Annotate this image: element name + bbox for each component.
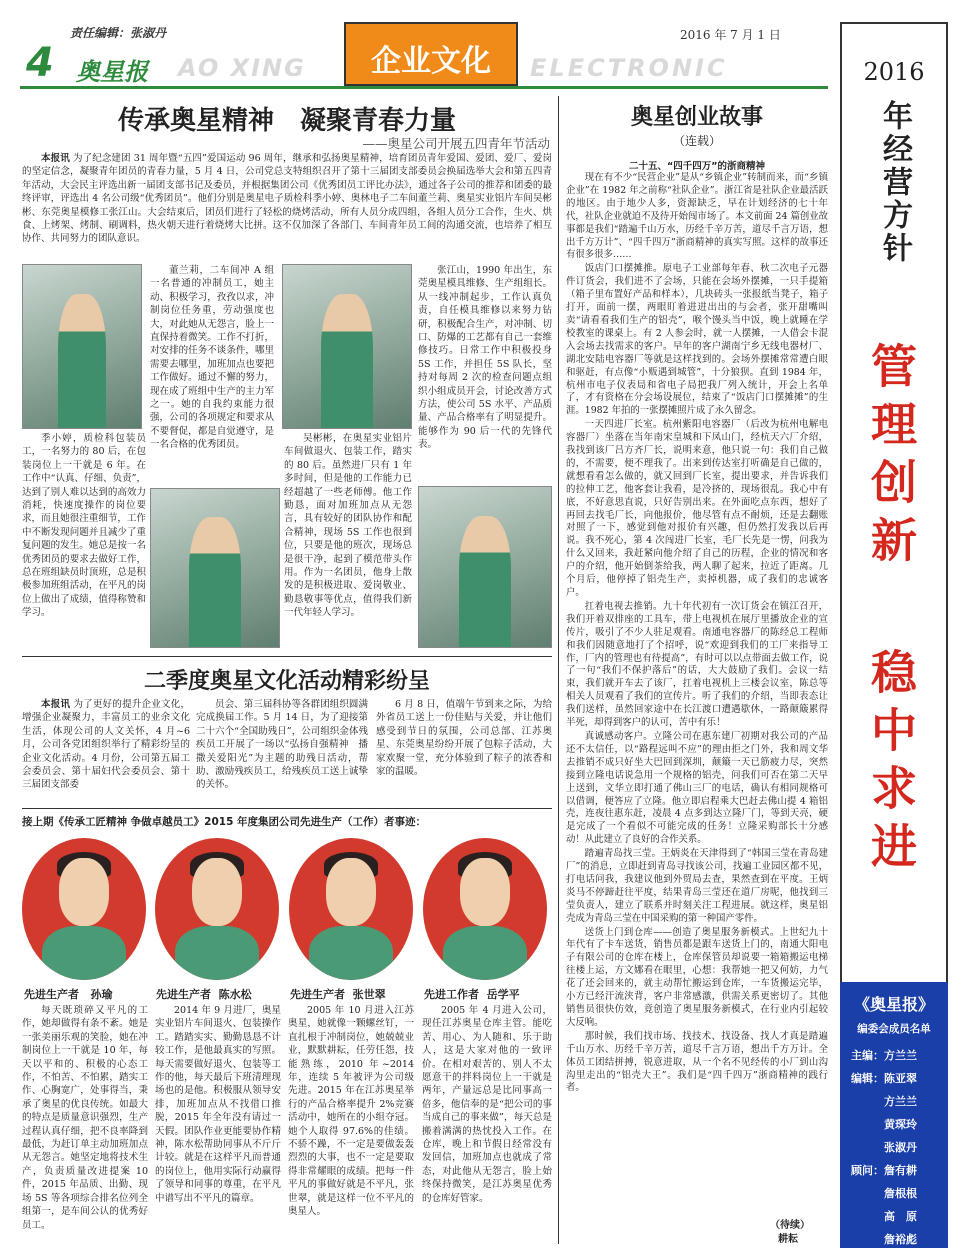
article1-col2	[150, 264, 274, 486]
member-role	[840, 1205, 884, 1228]
divider-article2	[22, 808, 552, 809]
caption-name: 岳学平	[486, 988, 520, 1001]
story-zhang-shicui	[288, 1004, 414, 1240]
editor-line: 责任编辑：张淑丹	[70, 26, 167, 40]
masthead-rule	[20, 86, 828, 89]
article2-col1	[22, 698, 190, 802]
board-member	[840, 1182, 948, 1205]
article4-para: 现在有不少“民营企业”是从“乡镇企业”转制而来，而“乡镇企业”在 1982 年之前称“社队企业”。浙江省是社队企业最活跃的地区。由于地少人多，资源缺乏，早在计划经济的七十年代，社队企业就迫不及待开始闯市场了。本文前面 24 篇创业故事都是我们“踏遍千山万水，历经千辛万苦，道尽千言万语，想出千方万计”、“四千四万”浙商精神的真实写照。这样的故事还有很多很多……	[566, 172, 828, 261]
member-role	[840, 1228, 884, 1251]
caption-zhang-shicui	[290, 986, 418, 1002]
section-banner	[344, 22, 518, 86]
member-role	[840, 1090, 884, 1113]
photo-ji-xiaoting	[22, 264, 142, 429]
article2-lead-tag: 本报讯	[41, 699, 71, 710]
profile-zhang-jiangshan: 张江山，1990 年出生，东莞奥星模具维修、生产组组长。从一线冲制起步，工作认真负责，自任模具维修以来努力钻研，积极配合生产，对冲制、切口、防爆的工艺都有自己一套维修技巧。日常工作中积极投身 5S 工作，并担任 5S 队长，坚持对每周 2 次的检查问题点组织小组成员开会，讨论改善方式方法，使公司 5S 水平、产品质量、产品合格率有了明显提升。能够作为 90 后一代的先锋代表。	[418, 265, 552, 451]
member-role: 顾问：	[851, 1164, 884, 1177]
member-name: 詹裕彪	[884, 1233, 917, 1246]
member-name: 黄琛玲	[884, 1118, 917, 1131]
article4-serial: （连载）	[672, 134, 721, 148]
board-member	[840, 1044, 948, 1067]
portrait-sun-yu	[22, 838, 146, 980]
lead-tag: 本报讯	[41, 153, 70, 164]
story-text: 每天既琐碎又平凡的工作，她却做得有条不紊。她是一张美丽乐观的笑脸，她在冲制岗位上一干就是 10 年，每天以平和的、积极的心态工作，不怕苦、不怕累，踏实工作、心胸宽广，处事得当，秉承了奥星的优良传统。如最大的特点是质量意识强烈，生产过程认真仔细，把不良率降到最低，为赶订单主动加班加点从无怨言。她坚定地将技术生产，负责质量改进提案 10 件，2015 年品质、出勤、现场 5S 等各项综合排名位列全组第一，是车间公认的优秀好员工。	[22, 1005, 148, 1231]
board-member	[840, 1136, 948, 1159]
profile-ji-xiaoting: 季小婷，质检科包装员工，一名努力的 80 后，在包装岗位上一干就是 6 年。在工作中“认真、仔细、负责”，达到了别人难以达到的高效力消耗，快速度操作的岗位要求，而且她很注重细节，工作中不断发现问题并且减少了重复问题的发生。她总是按一名优秀团员的要求去做好工作，总在班组缺员时顶班，总是积极参加班组活动，在平凡的岗位上做出了成绩，值得称赞和学习。	[22, 433, 146, 619]
sidebar-slogan-2: 稳中求进	[864, 648, 918, 880]
portrait-chen-shuisong	[155, 838, 279, 980]
article4-para: 一天四进厂长室。杭州紫阳电容器厂（后改为杭州电解电容器厂）坐落在当年南宋皇城和下凤山门，经杭天六厂介绍，我找到该厂吕方齐厂长，说明来意，他只说一句：我们自己做的，不需要，便不理我了。出来到传达室打听确是自己做的，就想看看怎么做的，就又回到厂长室，提出要求，并告诉我们的拉伸工艺，他客套让我看，是冷挤的，现场很乱。我心中有底，不好意思直说，只好告别出来。在外面吃点东西，想好了再回去找毛厂长，向他报价，他尽管有点不耐烦，还是去翻账对照了一下，感觉到他对报价有兴趣，但仍然打发我以后再说。我不死心，第 4 次闯进厂长室，毛厂长先是一愣，问我为什么又回来，我赶紧向他介绍了自己的历程，企业的情况和客户的介绍，他开始倒茶给我，两人聊了起来，拉近了距离。几个月后，他停掉了铝壳生产，卖掉机器，成了我们的忠诚客户。	[566, 419, 828, 598]
article2-title: 二季度奥星文化活动精彩纷呈	[143, 669, 430, 694]
column-divider	[558, 96, 559, 1244]
story-text: 2005 年 4 月进入公司，现任江苏奥星仓库主管。能吃苦、用心、为人随和、乐于助人，这是大家对他的一致评价。在相对艰苦的、别人不太愿意干的拌料岗位上一干就是两年，产量远总是比同事高一倍多，他信奉的是“把公司的事当成自己的事来做”，每天总是搬着满满的热忱投入工作。在仓库，晚上和节假日经常没有发回信，加班加点也就成了常态，对此他从无怨言，脸上始终保持微笑，是江苏奥星优秀的仓库好管家。	[422, 1005, 552, 1204]
board-member	[840, 1205, 948, 1228]
board-member	[840, 1067, 948, 1090]
photo-wu-binbin	[282, 264, 412, 429]
sidebar-policy-label: 年经营方针	[877, 100, 912, 265]
article1-col3	[284, 432, 412, 652]
caption-name: 陈水松	[218, 988, 252, 1001]
caption-yue-xueping	[424, 986, 552, 1002]
article4-para: 扛着电视去推销。九十年代初有一次订货会在镇江召开，我们开着双排座的工具车，带上电视机在展厅里播放企业的宣传片，吸引了不少人驻足观看。南通电容器厂的陈经总工程师和我们因随意地打了个招呼，说“欢迎到我们的工厂来指导工作，厂内的管理也有待提高”，有时可以以点带面去做工作，说了一句“我们不保护落后”的话，大大鼓励了我们。会议一结束，我们就开车去了该厂，扛着电视机上三楼会议室，陈总等相关人员观看了我们的宣传片。听了我们的介绍，当即表态让我们送样，虽然回家途中在长江渡口遭遇歇休，一路颠簸累得半死，却得到客户的认可，苦中有乐！	[566, 600, 828, 729]
article2-col3	[376, 698, 552, 802]
board-member	[840, 1159, 948, 1182]
article4-para: 真诚感动客户。立隆公司在惠东建厂初期对我公司的产品还不太信任，以“路程远叫不应”的理由拒之门外，我和周文华去推销不成只好坐大巴回到深圳，颠簸一天已筋疲力尽，突然接到立隆电话说急用一个规格的铝壳，问我们可否在第二天早上送到，文华立即打通了佛山三厂的电话，确认有相同规格可以借调，便答应了立隆。他立即启程乘大巴赶去佛山提 4 箱铝壳，连夜往惠东赶，凌晨 4 点多到达立隆厂门，等到天亮，硬是完成了一个看似不可能完成的任务！立隆采购部长十分感动！从此建立了良好的合作关系。	[566, 730, 828, 846]
article1-subtitle: ——奥星公司开展五四青年节活动	[362, 136, 550, 151]
article1-title: 传承奥星精神 凝聚青春力量	[117, 106, 456, 136]
latin-name-left: AO XING	[178, 54, 306, 82]
board-member	[840, 1090, 948, 1113]
article4-para: 饭店门口摆摊推。原电子工业部每年春、秋二次电子元器件订货会，我们进不了会场，只能在会场外摆摊，一只手提箱（箱子里布置好产品和样本），几块砖头一张报纸当凳子，箱子打开，面前一摆，两眼盯着进进出出的与会者，张开甜嘴叫卖“请看看我们生产的铝壳”，喉个馒头当中饭，晚上就睡在学校教室的课桌上。有 2 人参会时，就一人摆摊，一人借会卡混入会场去找需求的客户。早年的客户湖南宁乡无线电器材厂、湖北安陆电容器厂等就是这样找到的。会场外摆摊常常遭白眼和驱赶，有点像“小贩遇到城管”，十分狼狈。直到 1984 年，杭州市电子仪表局和省电子局把我厂列入统计，开会上名单了，才有资格在分会场设展位，结束了“饭店门口摆摊摊”的生涯。1982 年拍的一张摆摊照片成了永久留念。	[566, 263, 828, 417]
member-name: 詹有耕	[884, 1164, 917, 1177]
article1-col1	[22, 432, 146, 652]
article2-col3-text: 6 月 8 日，值端午节到来之际，为给外省员工送上一份佳贴与关爱，并让他们感受到节日的氛围，公司总部、江苏奥星、东莞奥星纷纷开展了包粽子活动，大家欢聚一堂，充分体验到了粽子的浓香和家的温暖。	[376, 699, 552, 778]
article4-continued: （待续）	[770, 1220, 810, 1231]
member-name: 张淑丹	[884, 1141, 917, 1154]
board-subtitle: 编委会成员名单	[857, 1023, 931, 1035]
caption-role: 先进生产者	[156, 988, 211, 1001]
member-name: 詹根根	[884, 1187, 917, 1200]
caption-name: 孙瑜	[90, 988, 113, 1001]
article1-col4	[418, 264, 552, 484]
article1-lead	[22, 152, 552, 262]
article2-col2	[196, 698, 368, 802]
issue-date: 2016 年 7 月 1 日	[680, 28, 781, 42]
paper-name: 奥星报	[76, 58, 148, 86]
article4-para: 踏遍青岛找三莹。王炳炎在天津得到了“韩国三莹在青岛建厂”的消息，立即赶到青岛寻找该公司，找遍工业园区都不见，打电话问我，我建议他到外贸局去查，果然查到在平度。王炳炎马不停蹄赶往平度，结果青岛三莹还在道厂房呢，他找到三莹负责人，建立了联系并时刻关注工程进展。就这样，奥星铝壳成为青岛三莹在中国采购的第一种国产零件。	[566, 848, 828, 924]
article4-para: 送货上门到仓库——创造了奥星服务新模式。上世纪九十年代有了卡车送货，销售员都是跟车送货上门的，南通大阳电子有限公司的仓库在楼上，仓库保管员却说要一箱箱搬运电梯往楼上运，方文娜看在眼里，心想：我帮她一把又何妨，力气花了还会回来的，就主动帮忙搬运到仓库，一车货搬运完毕，小方已经汗流浃背，客户非常感激，供需关系更密切了。其他销售员很快仿效，竟创造了奥星服务新模式，在行业内引起较大反响。	[566, 926, 828, 1028]
board-member	[840, 1228, 948, 1251]
article2-col2-text: 员会、第三届科协等各群团组织圆满完成换届工作。5 月 14 日，为了迎接第二十六个“全国助残日”，公司组织金体残疾员工开展了一场以“弘扬自强精神 播撒关爱阳光”为主题的助残日活动，帮助、激励残疾员工，给残疾员工送上诚挚的关怀。	[196, 699, 368, 791]
board-title: 《奥星报》	[853, 995, 934, 1014]
article3-header: 接上期《传承工匠精神 争做卓越员工》2015 年度集团公司先进生产（工作）者事迹：	[22, 816, 427, 828]
sidebar	[840, 22, 948, 1248]
profile-dong-lanli: 董兰莉，二车间冲 A 组一名普通的冲制员工，她主动、积极学习，孜孜以求，冲制岗位任务重，劳动强度也大，对此她从无怨言，脸上一直保持着微笑。工作不打折，对安排的任务不谈条件，哪里需要去哪里，加班加点也要把工作做好。通过不懈的努力，现在成了班组中生产的主力军之一。她的自我约束能力很强，公司的各项规定和要求从不要督促，都是自觉遵守，是一名合格的优秀团员。	[150, 265, 274, 451]
caption-role: 先进工作者	[424, 988, 479, 1001]
masthead	[0, 0, 830, 88]
caption-name: 张世翠	[352, 988, 386, 1001]
article4-author: 耕耘	[778, 1234, 798, 1245]
caption-role: 先进生产者	[290, 988, 345, 1001]
sidebar-year: 2016	[863, 58, 925, 86]
member-name: 高 原	[884, 1210, 917, 1223]
section-title: 企业文化	[371, 44, 491, 79]
article1-lead-text: 为了纪念建团 31 周年暨“五四”爱国运动 96 周年，继承和弘扬奥星精神，培育团员青年爱国、爱团、爱厂、爱岗的坚定信念，凝聚青年团员的青春力量，5 月 4 日，公司党总支特组织召开了第十三届团支部委员会换届选举大会和第五四青年活动，大会民主评选出新一届团支部书记及委员，并根据集团公司《优秀团员工评比办法》，通过各子公司的推荐和团委的最终评审，评选出 4 名公司级“优秀团员”。他们分别是奥星电子质检科季小婷、奥林电子二车间董兰莉、奥星实业铝片车间吴彬彬、东莞奥星模修工张江山。大会结束后，团员们进行了轻松的烧烤活动，所有人员分成四组，各组人员分工合作，生火、烘食、上烤架、烤制、刷调料，热火朝天进行着烧烤大比拼。这不仅加深了各部门、车间青年员工间的沟通交流，也培养了相互协作、共同努力的团队意识。	[22, 153, 552, 245]
member-role: 主编：	[851, 1049, 884, 1062]
sidebar-slogan-1: 管理创新	[864, 342, 918, 574]
portrait-zhang-shicui	[289, 838, 413, 980]
member-name: 方兰兰	[884, 1095, 917, 1108]
page-number: 4	[26, 40, 54, 86]
board-members	[840, 1044, 948, 1251]
editorial-board	[840, 982, 948, 1248]
photo-dong-lanli	[150, 488, 280, 648]
caption-role: 先进生产者	[24, 988, 79, 1001]
member-name: 方兰兰	[884, 1049, 917, 1062]
divider-article1	[22, 656, 552, 657]
portrait-yue-xueping	[423, 838, 547, 980]
story-yue-xueping	[422, 1004, 552, 1240]
member-name: 陈亚翠	[884, 1072, 917, 1085]
article4-title: 奥星创业故事	[630, 105, 763, 130]
member-role	[840, 1136, 884, 1159]
article4-body	[566, 172, 828, 1214]
caption-chen-shuisong	[156, 986, 284, 1002]
story-chen-shuisong	[155, 1004, 281, 1240]
member-role	[840, 1113, 884, 1136]
story-text: 2014 年 9 月进厂，奥星实业铝片车间退火、包装操作工。踏踏实实、勤勤恳恳不计较工作，是他最真实的写照。每天需要做好退火、包装等工作的他，每天最后下班清理现场也的是他。积极服从领导安排，加班加点从不找借口推脱，2015 年全年没有请过一天假。团队作业更能要协作精神，陈水松帮助同事从不斤斤计较。就是在这样平凡而普通的岗位上，他用实际行动赢得了领导和同事的尊重，在平凡中谱写出不平凡的篇章。	[155, 1005, 281, 1204]
profile-wu-binbin: 吴彬彬，在奥星实业铝片车间做退火、包装工作，踏实的 80 后。虽然进厂只有 1 年多时间，但是他的工作能力已经超越了一些老师傅。他工作勤恳，面对加班加点从无怨言，具有较好的团队协作和配合精神，现场 5S 工作也很到位，只要是他的班次，现场总是很干净，起到了模范带头作用。作为一名团员，他身上散发的是积极进取、爱岗敬业、勤恳敬事等优点，值得我们新一代年轻人学习。	[284, 433, 412, 619]
article4-chapter: 二十五、“四千四万”的浙商精神	[629, 161, 765, 172]
member-role	[840, 1182, 884, 1205]
member-role: 编辑：	[851, 1072, 884, 1085]
board-member	[840, 1113, 948, 1136]
story-sun-yu	[22, 1004, 148, 1240]
article4-para: 那时候，我们找市场、找技术、找设备、找人才真是踏遍千山万水、历经千辛万苦，道尽千言万语，想出千方万计。全体员工团结拼搏，锐意进取，从一个名不见经传的小厂到山沟沟里走出的“铝壳大王”。我们是“四千四万”浙商精神的践行者。	[566, 1030, 828, 1094]
latin-name-right: ELECTRONIC	[530, 54, 728, 82]
article2-col1-text: 为了更好的提升企业文化，增强企业凝聚力，丰富员工的业余文化生活，体现公司的人文关怀，4 月~6 月，公司各党团组织举行了精彩纷呈的企业文化活动。4 月份，公司第五届工会委员会、第十届妇代会委员会、第十三届团支部委	[22, 699, 190, 791]
story-text: 2005 年 10 月进入江苏奥星，她就像一颗螺丝钉，一直扎根于冲制岗位，她兢兢业业，默默耕耘，任劳任怨，技能熟练，2010 年~2014 年，连续 5 年被评为公司级先进。2015 年在江苏奥星举行的产品合格率提升 2%竞赛活动中，她所在的小组夺冠。她个人取得 97.6%的佳绩。不骄不躁，不一定是要做轰轰烈烈的大事，也不一定是要取得非常耀眼的成绩。把每一件平凡的事做好就是不平凡，张世翠，就是这样一位不平凡的奥星人。	[288, 1005, 414, 1218]
caption-sun-yu	[24, 986, 148, 1002]
photo-zhang-jiangshan	[418, 486, 552, 648]
